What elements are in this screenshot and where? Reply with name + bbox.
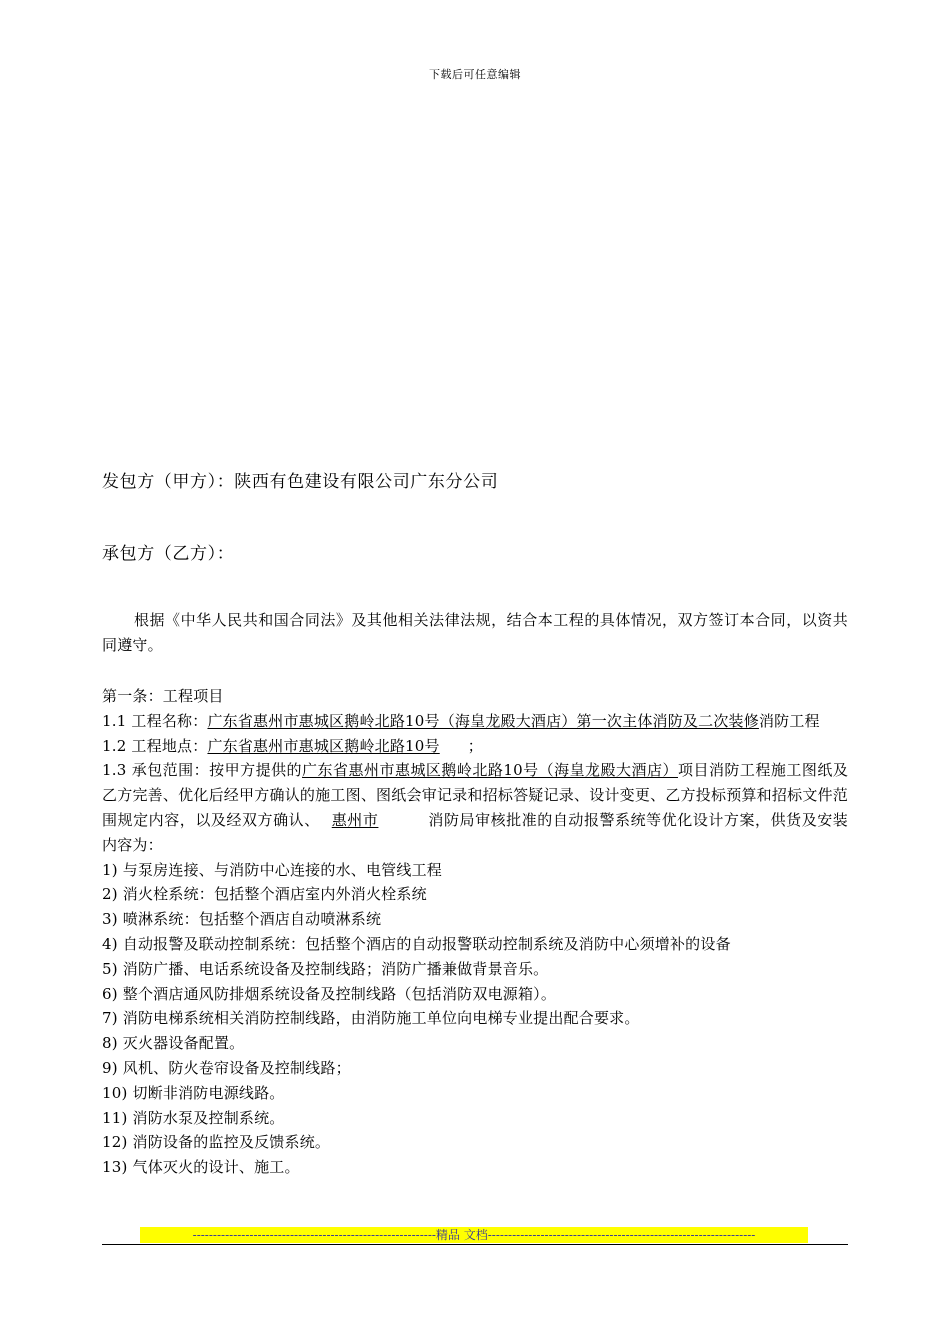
scope-item: 13) 气体灭火的设计、施工。 bbox=[102, 1158, 300, 1177]
project-site-suffix: ； bbox=[467, 736, 483, 755]
header-note: 下载后可任意编辑 bbox=[429, 68, 521, 81]
scope-item: 1) 与泵房连接、与消防中心连接的水、电管线工程 bbox=[102, 860, 442, 879]
party-a-line: 发包方（甲方）：陕西有色建设有限公司广东分公司 bbox=[102, 472, 499, 492]
article-1-section bbox=[102, 684, 848, 1180]
footer-divider bbox=[102, 1244, 848, 1245]
intro-paragraph: 根据《中华人民共和国合同法》及其他相关法律法规，结合本工程的具体情况，双方签订本合同，以资共同遵守。 bbox=[102, 611, 848, 654]
scope-item: 3) 喷淋系统：包括整个酒店自动喷淋系统 bbox=[102, 910, 382, 929]
footer-banner bbox=[140, 1227, 808, 1243]
project-name-suffix: 消防工程 bbox=[758, 711, 820, 730]
footer-dashes-left: ------------------------------------------------------------ bbox=[192, 1228, 436, 1242]
project-name-label: 1.1 工程名称： bbox=[102, 711, 208, 730]
project-site-label: 1.2 工程地点： bbox=[102, 736, 208, 755]
scope-item: 9) 风机、防火卷帘设备及控制线路； bbox=[102, 1058, 351, 1077]
scope-item: 5) 消防广播、电话系统设备及控制线路；消防广播兼做背景音乐。 bbox=[102, 959, 549, 978]
party-b-line: 承包方（乙方）： bbox=[102, 544, 235, 564]
article-1-title: 第一条：工程项目 bbox=[102, 687, 224, 705]
footer-dashes-right: ------------------------------------------------------------------ bbox=[487, 1228, 756, 1242]
scope-clause bbox=[102, 758, 848, 857]
scope-item: 11) 消防水泵及控制系统。 bbox=[102, 1108, 285, 1127]
project-name-value: 广东省惠州市惠城区鹅岭北路10号（海皇龙殿大酒店）第一次主体消防及二次装修 bbox=[207, 711, 759, 730]
project-site-clause bbox=[102, 734, 848, 759]
scope-item: 7) 消防电梯系统相关消防控制线路，由消防施工单位向电梯专业提出配合要求。 bbox=[102, 1009, 640, 1028]
scope-tail-text: 消防局审核批准的自动报警系统等优化设计方案，供货及安装内容为： bbox=[102, 810, 848, 854]
scope-item: 2) 消火栓系统：包括整个酒店室内外消火栓系统 bbox=[102, 885, 427, 904]
scope-middle-text: 项目消防工程施工图纸及乙方完善、优化后经甲方确认的施工图、图纸会审记录和招标答疑记录、设计变更、乙方投标预算和招标文件范围规定内容，以及经双方确认、 bbox=[102, 761, 849, 829]
scope-item: 6) 整个酒店通风防排烟系统设备及控制线路（包括消防双电源箱）。 bbox=[102, 984, 557, 1003]
project-site-value: 广东省惠州市惠城区鹅岭北路10号 bbox=[207, 736, 440, 755]
scope-project-value: 广东省惠州市惠城区鹅岭北路10号（海皇龙殿大酒店） bbox=[302, 761, 678, 780]
scope-city-value: 惠州市 bbox=[331, 810, 379, 829]
scope-label: 1.3 承包范围：按甲方提供的 bbox=[102, 761, 303, 780]
scope-item: 4) 自动报警及联动控制系统：包括整个酒店的自动报警联动控制系统及消防中心须增补的设备 bbox=[102, 934, 731, 953]
scope-item: 12) 消防设备的监控及反馈系统。 bbox=[102, 1133, 331, 1152]
scope-item: 8) 灭火器设备配置。 bbox=[102, 1034, 245, 1053]
scope-item: 10) 切断非消防电源线路。 bbox=[102, 1083, 285, 1102]
project-name-clause bbox=[102, 709, 848, 734]
footer-label: 精品 文档 bbox=[435, 1228, 488, 1242]
